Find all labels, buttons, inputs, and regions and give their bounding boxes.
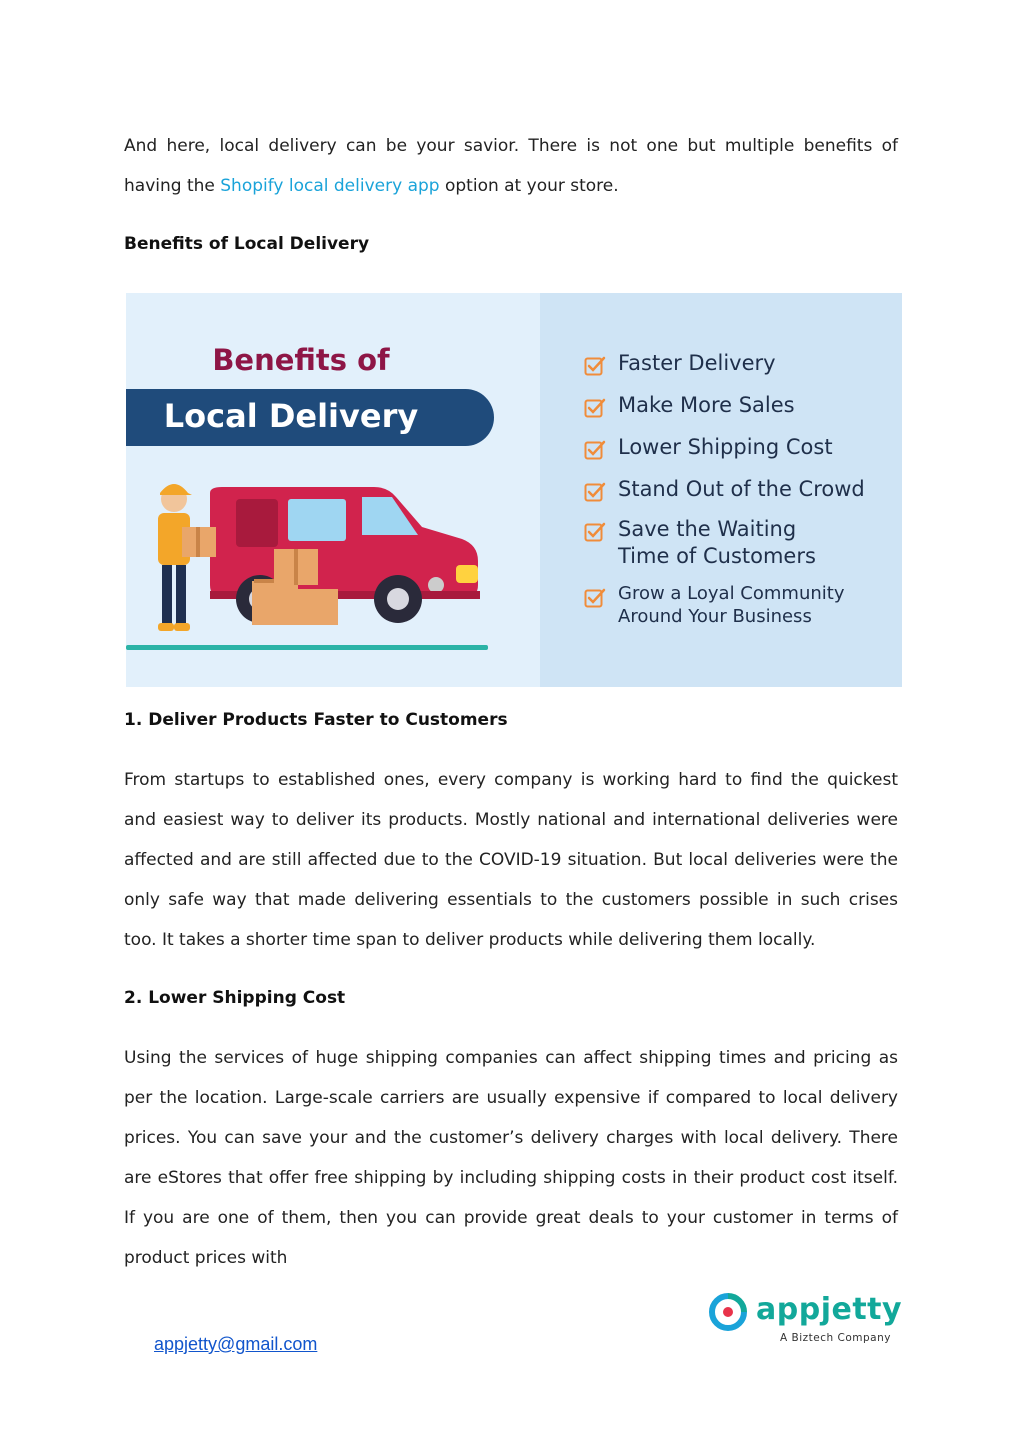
appjetty-logo [708, 1292, 903, 1348]
checkbox-check-icon [584, 521, 606, 543]
footer-email-link[interactable]: appjetty@gmail.com [154, 1334, 318, 1354]
banner-title-line1: Benefits of [212, 343, 390, 377]
section-heading-2: 2. Lower Shipping Cost [124, 988, 346, 1008]
checkbox-check-icon [584, 397, 606, 419]
benefit-item-label: Grow a Loyal Community [618, 583, 845, 604]
benefit-item-label: Time of Customers [618, 544, 816, 568]
logo-subtitle: A Biztech Company [780, 1332, 891, 1344]
checkbox-check-icon [584, 439, 606, 461]
section-body-2: Using the services of huge shipping companies can affect shipping times and pricing as per the location. Large-scale carriers are usually expensive if compared to local delivery prices. You can save your and the customer’s delivery charges with local delivery. There are eStores that offer free shipping by including shipping costs in their product cost itself. If you are one of them, then you can provide great deals to your customer in terms of product prices with [124, 1048, 898, 1268]
delivery-van-illustration [126, 473, 540, 687]
benefit-item-label: Faster Delivery [618, 351, 776, 375]
benefits-banner-image [126, 293, 902, 687]
intro-text-before: And here, local delivery can be your savior. There is not one but multiple benefits of having the [124, 136, 898, 196]
section-heading-benefits: Benefits of Local Delivery [124, 234, 370, 254]
benefit-item-label: Lower Shipping Cost [618, 435, 833, 459]
benefit-item-label: Stand Out of the Crowd [618, 477, 865, 501]
checkbox-check-icon [584, 587, 606, 609]
delivery-man-icon [158, 484, 216, 631]
van-icon [210, 487, 480, 623]
banner-title-line2: Local Delivery [163, 397, 419, 435]
ground-line [126, 645, 488, 650]
appjetty-logo-icon [708, 1292, 748, 1332]
benefit-item-label: Save the Waiting [618, 517, 797, 541]
logo-wordmark: appjetty [756, 1292, 903, 1327]
section-body-1: From startups to established ones, every company is working hard to find the quickest and easiest way to deliver its products. Mostly national and international deliveries were affected and are still affected due to the COVID-19 situation. But local deliveries were the only safe way that made delivering essentials to the customers possible in such crises too. It takes a shorter time span to deliver products while delivering them locally. [124, 770, 898, 950]
shopify-local-delivery-link[interactable]: Shopify local delivery app [220, 176, 440, 196]
benefit-item-label: Around Your Business [618, 606, 812, 627]
intro-text-after: option at your store. [439, 176, 619, 196]
intro-paragraph [124, 126, 898, 206]
checkbox-check-icon [584, 481, 606, 503]
section-heading-1: 1. Deliver Products Faster to Customers [124, 710, 508, 730]
benefit-item-label: Make More Sales [618, 393, 795, 417]
checkbox-check-icon [584, 355, 606, 377]
